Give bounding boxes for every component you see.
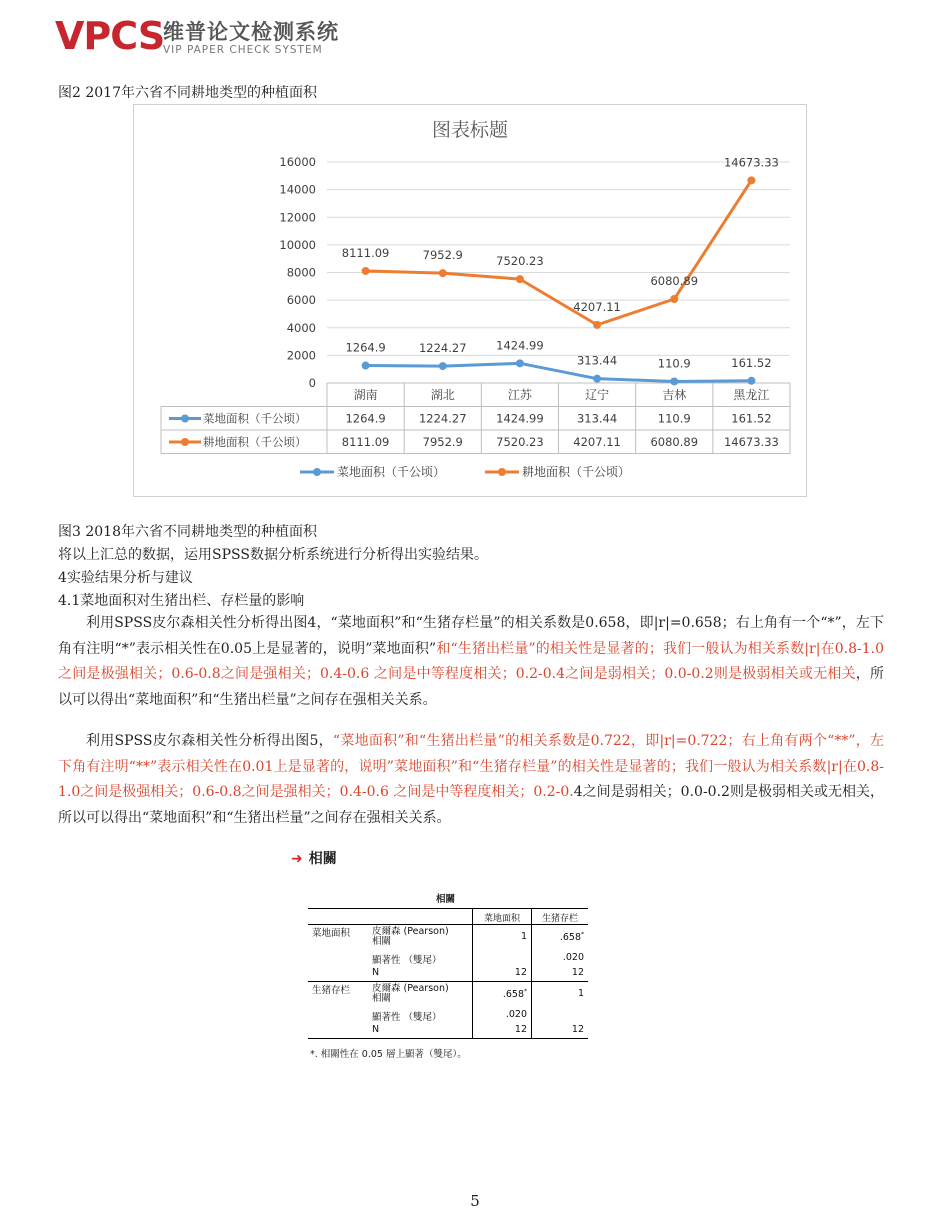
p1-text-b: 和“生猪出栏量”的相关性是显著的；我们一般认为相关系数|r|在0.8-1.0之间是极强相关；0.6-0.8之间是强相关；0.4-0.6 之间是中等程度相关；0.2-0.4之间是弱相关；0.0-0.2则是极弱相关或无相关 [58, 640, 884, 682]
table-series-name: 耕地面积（千公顷） [203, 435, 307, 449]
data-label: 1424.99 [496, 338, 544, 353]
table-row: 生猪存栏 皮爾森 (Pearson) 相關 .658* 1 [308, 982, 588, 1005]
series-line-1 [366, 363, 752, 381]
table-cell-value: 110.9 [657, 411, 691, 426]
table-row: N 12 12 [308, 1024, 588, 1039]
table-cell-value: 4207.11 [573, 435, 621, 449]
data-point [747, 377, 755, 385]
table-row: 顯著性 （雙尾） .020 [308, 947, 588, 967]
correlation-footnote: *. 相關性在 0.05 層上顯著（雙尾）。 [310, 1049, 467, 1060]
data-label: 8111.09 [341, 245, 390, 260]
data-point [516, 359, 524, 367]
data-label: 14673.33 [723, 155, 779, 170]
chart-svg [134, 105, 806, 496]
x-category-label: 湖南 [353, 388, 378, 402]
y-tick-label: 12000 [279, 210, 316, 225]
correlation-table [308, 908, 588, 1039]
data-label: 4207.11 [573, 299, 621, 314]
table-cell-value: 1224.27 [418, 411, 467, 426]
table-cell-value: 161.52 [731, 411, 772, 426]
data-point [516, 275, 524, 283]
x-category-label: 江苏 [507, 388, 532, 402]
table-header-row: 菜地面积 生猪存栏 [308, 909, 588, 925]
paragraph-2 [58, 729, 884, 831]
table-row: 顯著性 （雙尾） .020 [308, 1004, 588, 1024]
brand-name-en: VIP PAPER CHECK SYSTEM [163, 44, 323, 56]
data-label: 1264.9 [345, 340, 386, 355]
data-label: 110.9 [657, 356, 691, 371]
legend-marker [313, 468, 321, 476]
data-label: 7952.9 [422, 248, 463, 263]
p2-text-a: 利用SPSS皮尔森相关性分析得出图5， [86, 733, 333, 749]
data-label: 7520.23 [496, 254, 544, 269]
table-cell-value: 6080.89 [650, 435, 699, 449]
data-point [362, 267, 370, 275]
correlation-heading: ➜ 相關 [291, 851, 337, 867]
chart-title: 图表标题 [431, 119, 509, 141]
x-category-label: 辽宁 [585, 388, 610, 402]
p2-text-b: “菜地面积”和“生猪出栏量”的相关系数是0.722，即|r|=0.722；右上角有两个“**”，左下角有注明“**”表示相关性在0.01上是显著的，说明”菜地面积”和“生猪存栏量”的相关性是显著的；我们一般认为相关系数|r|在0.8-1.0之间是极强相关；0.6-0.8之间是强相关；0.4-0.6 之间是中等程度相关；0.2-0. [58, 733, 884, 800]
page-number: 5 [470, 1192, 480, 1210]
data-point [593, 321, 601, 329]
table-row: 菜地面积 皮爾森 (Pearson) 相關 1 .658* [308, 925, 588, 948]
data-label: 161.52 [731, 355, 772, 370]
data-point [747, 176, 755, 184]
y-tick-label: 2000 [286, 348, 316, 363]
line-chart [133, 104, 807, 497]
legend-label: 耕地面积（千公顷） [522, 465, 631, 479]
figure-3-caption: 图3 2018年六省不同耕地类型的种植面积 [58, 524, 317, 540]
y-tick-label: 8000 [286, 265, 316, 280]
data-point [670, 295, 678, 303]
data-point [670, 377, 678, 385]
data-point [362, 362, 370, 370]
section-4-1-heading: 4.1菜地面积对生猪出栏、存栏量的影响 [58, 593, 305, 609]
brand-name-cn: 维普论文检测系统 [163, 20, 339, 44]
p1-text-a: 利用SPSS皮尔森相关性分析得出图4，“菜地面积”和“生猪存栏量”的相关系数是0.658，即|r|=0.658；右上角有一个“*”，左下角有注明“*”表示相关性在0.05上是显著的，说明”菜地面积” [58, 615, 884, 657]
data-label: 313.44 [576, 353, 618, 368]
legend-label: 菜地面积（千公顷） [337, 465, 446, 479]
legend-marker [498, 468, 506, 476]
data-point [593, 375, 601, 383]
table-series-name: 菜地面积（千公顷） [203, 411, 307, 426]
data-label: 6080.89 [650, 274, 699, 289]
x-category-label: 吉林 [662, 388, 687, 402]
table-cell-value: 1424.99 [496, 411, 544, 426]
y-tick-label: 4000 [286, 320, 316, 335]
y-tick-label: 6000 [286, 293, 316, 308]
table-cell-value: 14673.33 [723, 435, 779, 449]
legend-key-marker [181, 415, 189, 423]
table-cell-value: 7952.9 [422, 435, 463, 449]
table-cell-value: 1264.9 [345, 411, 386, 426]
x-category-label: 黑龙江 [733, 388, 770, 402]
body-line-1: 将以上汇总的数据，运用SPSS数据分析系统进行分析得出实验结果。 [58, 547, 488, 563]
x-category-label: 湖北 [430, 388, 455, 402]
table-row: N 12 12 [308, 967, 588, 982]
data-label: 1224.27 [418, 341, 467, 356]
table-cell-value: 8111.09 [341, 435, 390, 449]
legend-key-marker [181, 438, 189, 446]
arrow-right-icon: ➜ [291, 851, 303, 867]
y-tick-label: 16000 [279, 155, 316, 169]
p1-text-c: ，所以可以得出“菜地面积”和“生猪出栏量”之间存在强相关关系。 [58, 666, 884, 708]
y-tick-label: 14000 [279, 182, 316, 197]
data-point [439, 362, 447, 370]
p2-text-c: 4之间是弱相关；0.0-0.2则是极弱相关或无相关，所以可以得出“菜地面积”和“生猪出栏量”之间存在强相关关系。 [58, 784, 884, 826]
y-tick-label: 0 [308, 376, 316, 390]
correlation-table-title: 相關 [436, 894, 456, 905]
data-point [439, 269, 447, 277]
paragraph-1 [58, 611, 884, 713]
table-cell-value: 7520.23 [496, 435, 544, 449]
table-cell-value: 313.44 [576, 411, 618, 426]
vpcs-logo: VPCS [55, 14, 165, 58]
section-4-heading: 4实验结果分析与建议 [58, 570, 193, 586]
figure-2-caption: 图2 2017年六省不同耕地类型的种植面积 [58, 85, 317, 101]
y-tick-label: 10000 [279, 237, 316, 252]
header [55, 12, 375, 57]
